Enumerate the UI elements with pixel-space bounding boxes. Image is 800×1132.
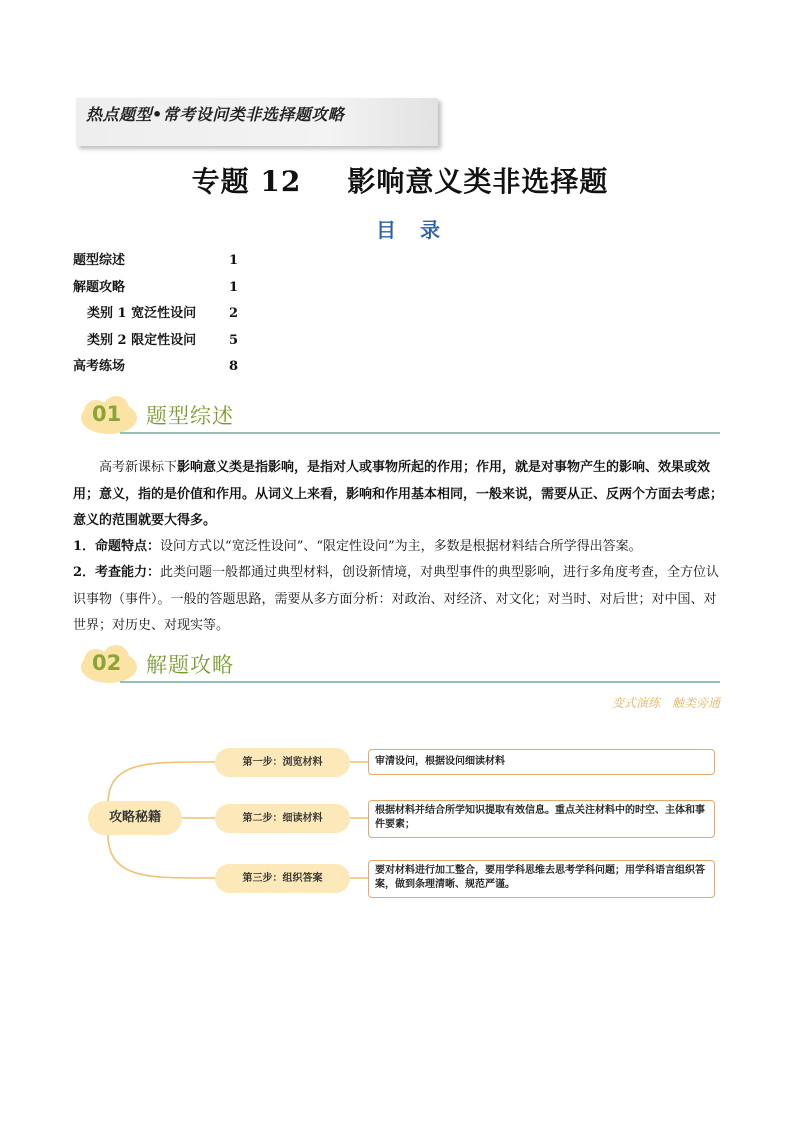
mindmap-root: 攻略秘籍 [88,801,182,835]
series-banner-text: 热点题型•常考设问类非选择题攻略 [86,105,345,124]
tagline: 变式演练 触类旁通 [611,696,720,710]
step-1-node: 第一步：浏览材料 [215,748,350,777]
title-topic: 影响意义类非选择题 [347,165,609,198]
section-name: 题型综述 [146,404,234,428]
point-1: 1．命题特点：设问方式以“宽泛性设问”、“限定性设问”为主，多数是根据材料结合所学得出答案。 [73,539,642,554]
step-3-node: 第三步：组织答案 [215,864,350,893]
section-number: 01 [92,402,122,426]
step-2-node: 第二步：细读材料 [215,804,350,833]
intro-paragraph: 高考新课标下影响意义类是指影响，是指对人或事物所起的作用；作用，就是对事物产生的影响、效果或效用；意义，指的是价值和作用。从词义上来看，影响和作用基本相同，一般来说，需要从正、反两个方面去考虑；意义的范围就要大得多。 [73,460,724,528]
step-2-desc: 根据材料并结合所学知识提取有效信息。重点关注材料中的时空、主体和事件要素； [368,800,715,838]
toc-heading: 目录 [376,218,464,242]
section-number: 02 [92,651,122,675]
section-name: 解题攻略 [146,653,234,677]
point-2: 2．考查能力：此类问题一般都通过典型材料，创设新情境，对典型事件的典型影响，进行多角度考查，全方位认识事物（事件）。一般的答题思路，需要从多方面分析：对政治、对经济、对文化；对当时、对后世；对中国、对世界；对历史、对现实等。 [73,565,720,633]
step-3-desc: 要对材料进行加工整合，要用学科思维去思考学科问题；用学科语言组织答案，做到条理清晰、规范严谨。 [368,860,715,898]
title-number: 专题 12 [191,165,302,198]
step-1-desc: 审清设问，根据设问细读材料 [368,749,715,775]
